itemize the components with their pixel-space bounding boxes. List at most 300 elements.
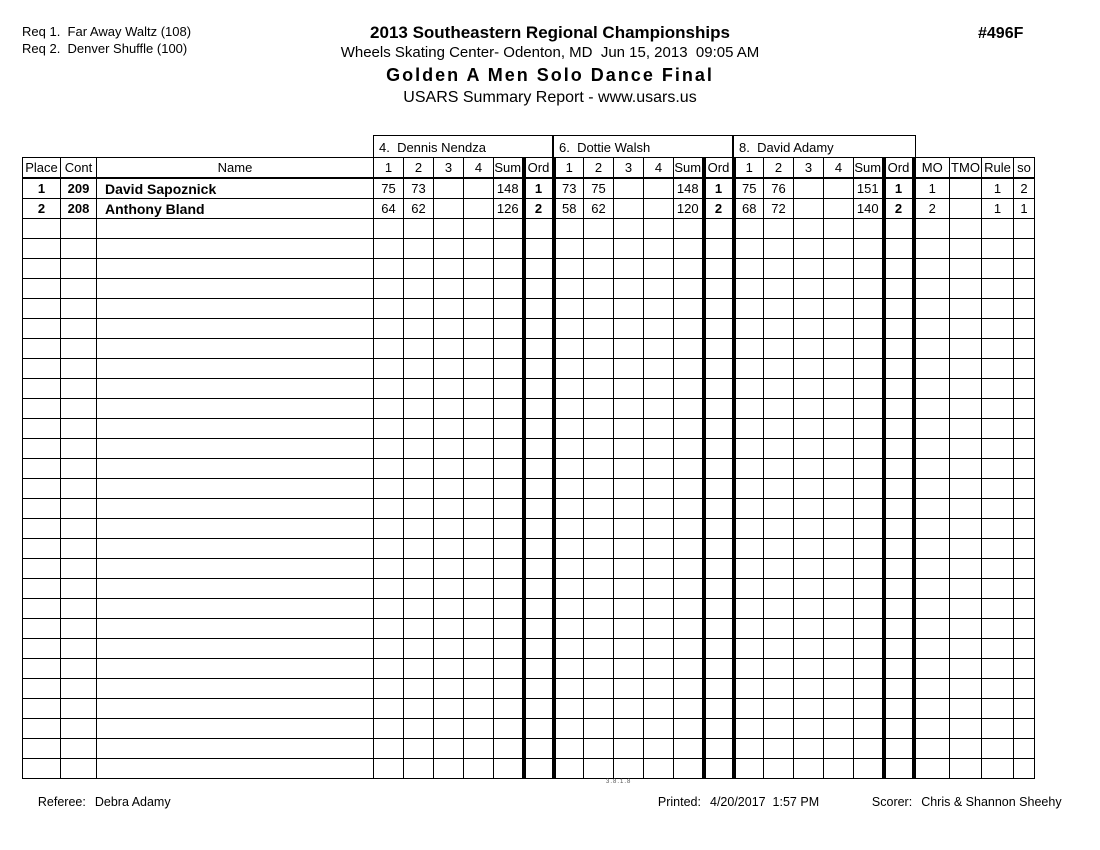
- empty-cell: [404, 699, 434, 719]
- empty-cell: [824, 239, 854, 259]
- empty-cell: [614, 699, 644, 719]
- empty-cell: [982, 699, 1014, 719]
- empty-table-row: [23, 339, 1035, 359]
- empty-cell: [824, 259, 854, 279]
- empty-cell: [704, 239, 734, 259]
- cont-cell: 208: [61, 199, 97, 219]
- empty-cell: [23, 499, 61, 519]
- empty-cell: [374, 659, 404, 679]
- cont-column-header: Cont: [61, 158, 97, 179]
- empty-cell: [704, 479, 734, 499]
- empty-cell: [614, 399, 644, 419]
- empty-cell: [704, 699, 734, 719]
- empty-cell: [824, 679, 854, 699]
- empty-cell: [524, 699, 554, 719]
- empty-cell: [644, 619, 674, 639]
- empty-cell: [464, 659, 494, 679]
- empty-cell: [734, 519, 764, 539]
- empty-cell: [614, 679, 644, 699]
- empty-cell: [824, 499, 854, 519]
- empty-cell: [982, 719, 1014, 739]
- empty-cell: [764, 259, 794, 279]
- empty-cell: [374, 359, 404, 379]
- empty-cell: [950, 719, 982, 739]
- empty-cell: [494, 359, 524, 379]
- empty-cell: [23, 439, 61, 459]
- empty-cell: [824, 719, 854, 739]
- event-title: Golden A Men Solo Dance Final: [386, 65, 714, 85]
- empty-cell: [97, 339, 374, 359]
- empty-cell: [97, 359, 374, 379]
- table-row: [23, 178, 1035, 199]
- empty-cell: [434, 439, 464, 459]
- empty-cell: [404, 579, 434, 599]
- empty-cell: [1014, 339, 1035, 359]
- empty-cell: [464, 339, 494, 359]
- empty-cell: [734, 739, 764, 759]
- empty-cell: [950, 599, 982, 619]
- empty-cell: [824, 759, 854, 779]
- empty-cell: [982, 519, 1014, 539]
- empty-cell: [23, 279, 61, 299]
- empty-cell: [824, 739, 854, 759]
- empty-cell: [374, 539, 404, 559]
- empty-cell: [884, 359, 914, 379]
- empty-cell: [764, 579, 794, 599]
- empty-cell: [23, 519, 61, 539]
- empty-table-row: [23, 639, 1035, 659]
- empty-cell: [61, 679, 97, 699]
- mark-cell: [614, 178, 644, 199]
- empty-cell: [794, 739, 824, 759]
- empty-cell: [644, 319, 674, 339]
- empty-cell: [61, 399, 97, 419]
- mark-column-header: 1: [734, 158, 764, 179]
- mark-cell: [434, 199, 464, 219]
- empty-cell: [1014, 459, 1035, 479]
- empty-cell: [950, 239, 982, 259]
- sum-column-header: Sum: [854, 158, 884, 179]
- empty-cell: [674, 219, 704, 239]
- empty-cell: [61, 719, 97, 739]
- empty-cell: [982, 359, 1014, 379]
- empty-cell: [464, 439, 494, 459]
- empty-cell: [884, 679, 914, 699]
- empty-cell: [23, 399, 61, 419]
- empty-cell: [374, 379, 404, 399]
- empty-cell: [374, 499, 404, 519]
- empty-cell: [97, 299, 374, 319]
- mark-column-header: 4: [464, 158, 494, 179]
- empty-cell: [734, 279, 764, 299]
- empty-cell: [524, 359, 554, 379]
- empty-cell: [494, 639, 524, 659]
- empty-cell: [61, 559, 97, 579]
- empty-cell: [982, 639, 1014, 659]
- empty-cell: [464, 519, 494, 539]
- empty-cell: [764, 419, 794, 439]
- empty-cell: [97, 599, 374, 619]
- empty-cell: [374, 619, 404, 639]
- empty-cell: [794, 579, 824, 599]
- event-number: #496F: [978, 25, 1024, 42]
- empty-cell: [674, 759, 704, 779]
- empty-cell: [554, 299, 584, 319]
- empty-cell: [982, 319, 1014, 339]
- empty-cell: [734, 759, 764, 779]
- empty-cell: [554, 619, 584, 639]
- ord-cell: 2: [704, 199, 734, 219]
- mark-cell: [644, 178, 674, 199]
- empty-cell: [884, 659, 914, 679]
- empty-cell: [494, 499, 524, 519]
- empty-cell: [434, 419, 464, 439]
- empty-cell: [1014, 619, 1035, 639]
- empty-cell: [61, 539, 97, 559]
- empty-cell: [374, 239, 404, 259]
- results-table-body: [23, 178, 1035, 779]
- empty-cell: [464, 699, 494, 719]
- empty-cell: [884, 759, 914, 779]
- empty-cell: [734, 639, 764, 659]
- empty-cell: [524, 599, 554, 619]
- empty-cell: [794, 519, 824, 539]
- empty-cell: [824, 399, 854, 419]
- empty-cell: [584, 299, 614, 319]
- empty-cell: [404, 219, 434, 239]
- empty-cell: [734, 419, 764, 439]
- empty-cell: [704, 739, 734, 759]
- column-header-row: [23, 158, 1035, 179]
- tmo-cell: [950, 178, 982, 199]
- empty-cell: [404, 339, 434, 359]
- mark-cell: 73: [554, 178, 584, 199]
- mark-cell: 64: [374, 199, 404, 219]
- name-column-header: Name: [97, 158, 374, 179]
- empty-cell: [884, 219, 914, 239]
- sum-cell: 126: [494, 199, 524, 219]
- empty-cell: [97, 719, 374, 739]
- empty-cell: [982, 479, 1014, 499]
- empty-cell: [464, 459, 494, 479]
- empty-cell: [404, 479, 434, 499]
- rule-cell: 1: [982, 199, 1014, 219]
- mark-column-header: 4: [644, 158, 674, 179]
- empty-cell: [434, 559, 464, 579]
- mark-cell: 68: [734, 199, 764, 219]
- empty-cell: [434, 539, 464, 559]
- empty-cell: [914, 339, 950, 359]
- empty-cell: [884, 299, 914, 319]
- empty-cell: [824, 699, 854, 719]
- empty-cell: [61, 659, 97, 679]
- empty-cell: [914, 219, 950, 239]
- mark-cell: 62: [404, 199, 434, 219]
- empty-cell: [61, 239, 97, 259]
- empty-cell: [764, 539, 794, 559]
- empty-cell: [23, 759, 61, 779]
- empty-cell: [1014, 239, 1035, 259]
- title-block: [0, 22, 1100, 109]
- empty-cell: [914, 519, 950, 539]
- ord-cell: 2: [524, 199, 554, 219]
- empty-cell: [494, 739, 524, 759]
- mark-cell: 76: [764, 178, 794, 199]
- empty-cell: [824, 619, 854, 639]
- empty-cell: [554, 539, 584, 559]
- empty-cell: [554, 259, 584, 279]
- empty-cell: [374, 599, 404, 619]
- empty-cell: [854, 699, 884, 719]
- empty-cell: [704, 379, 734, 399]
- empty-cell: [464, 259, 494, 279]
- empty-cell: [61, 419, 97, 439]
- empty-cell: [734, 679, 764, 699]
- mark-cell: [464, 199, 494, 219]
- empty-cell: [884, 599, 914, 619]
- empty-cell: [614, 439, 644, 459]
- empty-table-row: [23, 359, 1035, 379]
- empty-cell: [1014, 579, 1035, 599]
- empty-cell: [854, 359, 884, 379]
- empty-cell: [464, 599, 494, 619]
- empty-cell: [764, 319, 794, 339]
- empty-cell: [97, 679, 374, 699]
- empty-cell: [884, 279, 914, 299]
- mo-cell: 1: [914, 178, 950, 199]
- empty-cell: [494, 479, 524, 499]
- empty-cell: [584, 619, 614, 639]
- empty-cell: [404, 379, 434, 399]
- empty-cell: [764, 719, 794, 739]
- empty-cell: [524, 299, 554, 319]
- empty-cell: [614, 599, 644, 619]
- empty-cell: [982, 279, 1014, 299]
- empty-cell: [884, 719, 914, 739]
- empty-cell: [584, 679, 614, 699]
- empty-table-row: [23, 279, 1035, 299]
- empty-cell: [97, 319, 374, 339]
- empty-cell: [434, 259, 464, 279]
- empty-cell: [524, 279, 554, 299]
- empty-cell: [464, 739, 494, 759]
- empty-cell: [97, 379, 374, 399]
- empty-cell: [404, 459, 434, 479]
- empty-cell: [1014, 759, 1035, 779]
- empty-cell: [494, 419, 524, 439]
- empty-cell: [434, 619, 464, 639]
- sum-cell: 151: [854, 178, 884, 199]
- empty-table-row: [23, 239, 1035, 259]
- empty-cell: [584, 399, 614, 419]
- empty-cell: [1014, 539, 1035, 559]
- empty-cell: [434, 219, 464, 239]
- empty-cell: [464, 679, 494, 699]
- empty-cell: [494, 579, 524, 599]
- empty-cell: [674, 679, 704, 699]
- empty-cell: [854, 739, 884, 759]
- empty-table-row: [23, 299, 1035, 319]
- empty-cell: [1014, 259, 1035, 279]
- empty-cell: [914, 319, 950, 339]
- empty-cell: [554, 279, 584, 299]
- empty-cell: [61, 259, 97, 279]
- empty-cell: [704, 459, 734, 479]
- empty-cell: [794, 659, 824, 679]
- empty-cell: [914, 399, 950, 419]
- empty-cell: [374, 739, 404, 759]
- empty-cell: [794, 759, 824, 779]
- empty-cell: [584, 459, 614, 479]
- empty-cell: [794, 239, 824, 259]
- empty-cell: [674, 659, 704, 679]
- empty-cell: [524, 739, 554, 759]
- mark-column-header: 4: [824, 158, 854, 179]
- empty-table-row: [23, 499, 1035, 519]
- empty-cell: [23, 319, 61, 339]
- empty-cell: [884, 579, 914, 599]
- empty-cell: [674, 699, 704, 719]
- name-cell: David Sapoznick: [97, 178, 374, 199]
- sum-column-header: Sum: [674, 158, 704, 179]
- empty-cell: [704, 639, 734, 659]
- empty-table-row: [23, 259, 1035, 279]
- empty-cell: [1014, 279, 1035, 299]
- empty-cell: [854, 759, 884, 779]
- empty-cell: [884, 559, 914, 579]
- empty-cell: [734, 479, 764, 499]
- empty-cell: [914, 259, 950, 279]
- empty-cell: [554, 319, 584, 339]
- empty-cell: [764, 219, 794, 239]
- empty-cell: [434, 299, 464, 319]
- empty-cell: [524, 239, 554, 259]
- mark-column-header: 3: [614, 158, 644, 179]
- empty-cell: [464, 479, 494, 499]
- empty-cell: [914, 579, 950, 599]
- empty-cell: [374, 339, 404, 359]
- empty-cell: [794, 499, 824, 519]
- empty-cell: [464, 619, 494, 639]
- empty-cell: [644, 299, 674, 319]
- empty-cell: [97, 659, 374, 679]
- empty-cell: [854, 299, 884, 319]
- empty-cell: [524, 759, 554, 779]
- mark-column-header: 3: [434, 158, 464, 179]
- empty-cell: [524, 559, 554, 579]
- empty-cell: [674, 719, 704, 739]
- sum-cell: 140: [854, 199, 884, 219]
- empty-cell: [584, 359, 614, 379]
- empty-cell: [614, 719, 644, 739]
- empty-cell: [674, 519, 704, 539]
- mark-cell: 75: [374, 178, 404, 199]
- empty-cell: [524, 419, 554, 439]
- empty-cell: [554, 759, 584, 779]
- empty-cell: [704, 279, 734, 299]
- empty-cell: [1014, 519, 1035, 539]
- empty-cell: [374, 759, 404, 779]
- empty-cell: [674, 339, 704, 359]
- empty-cell: [61, 219, 97, 239]
- empty-cell: [704, 599, 734, 619]
- empty-cell: [524, 539, 554, 559]
- empty-cell: [374, 219, 404, 239]
- empty-cell: [854, 539, 884, 559]
- empty-cell: [982, 379, 1014, 399]
- printed-value: 4/20/2017 1:57 PM: [710, 795, 820, 809]
- empty-cell: [494, 319, 524, 339]
- mark-cell: 72: [764, 199, 794, 219]
- empty-cell: [614, 279, 644, 299]
- empty-cell: [764, 359, 794, 379]
- empty-cell: [644, 259, 674, 279]
- empty-cell: [464, 719, 494, 739]
- empty-cell: [734, 719, 764, 739]
- empty-cell: [494, 299, 524, 319]
- empty-cell: [950, 279, 982, 299]
- empty-cell: [982, 539, 1014, 559]
- empty-cell: [644, 399, 674, 419]
- empty-cell: [23, 719, 61, 739]
- empty-table-row: [23, 659, 1035, 679]
- empty-cell: [1014, 639, 1035, 659]
- empty-cell: [524, 579, 554, 599]
- empty-cell: [554, 679, 584, 699]
- empty-cell: [704, 659, 734, 679]
- empty-cell: [554, 499, 584, 519]
- empty-cell: [854, 339, 884, 359]
- empty-cell: [494, 519, 524, 539]
- empty-table-row: [23, 579, 1035, 599]
- empty-cell: [644, 479, 674, 499]
- mark-cell: 75: [584, 178, 614, 199]
- empty-cell: [914, 539, 950, 559]
- empty-cell: [23, 379, 61, 399]
- empty-cell: [1014, 679, 1035, 699]
- empty-cell: [914, 499, 950, 519]
- empty-cell: [1014, 419, 1035, 439]
- empty-cell: [950, 639, 982, 659]
- empty-cell: [464, 539, 494, 559]
- empty-cell: [584, 579, 614, 599]
- empty-cell: [704, 359, 734, 379]
- empty-cell: [494, 539, 524, 559]
- empty-cell: [404, 519, 434, 539]
- empty-table-row: [23, 479, 1035, 499]
- so-cell: 2: [1014, 178, 1035, 199]
- judge-header-3: 8. David Adamy: [733, 135, 916, 157]
- empty-cell: [644, 579, 674, 599]
- empty-cell: [554, 599, 584, 619]
- empty-cell: [404, 619, 434, 639]
- empty-cell: [914, 439, 950, 459]
- empty-cell: [23, 579, 61, 599]
- empty-cell: [614, 259, 644, 279]
- empty-cell: [734, 459, 764, 479]
- empty-cell: [734, 239, 764, 259]
- mark-column-header: 2: [764, 158, 794, 179]
- ord-cell: 1: [704, 178, 734, 199]
- empty-cell: [734, 619, 764, 639]
- empty-cell: [97, 499, 374, 519]
- empty-cell: [614, 519, 644, 539]
- empty-cell: [584, 739, 614, 759]
- empty-cell: [434, 319, 464, 339]
- empty-cell: [794, 639, 824, 659]
- empty-cell: [644, 759, 674, 779]
- empty-cell: [614, 419, 644, 439]
